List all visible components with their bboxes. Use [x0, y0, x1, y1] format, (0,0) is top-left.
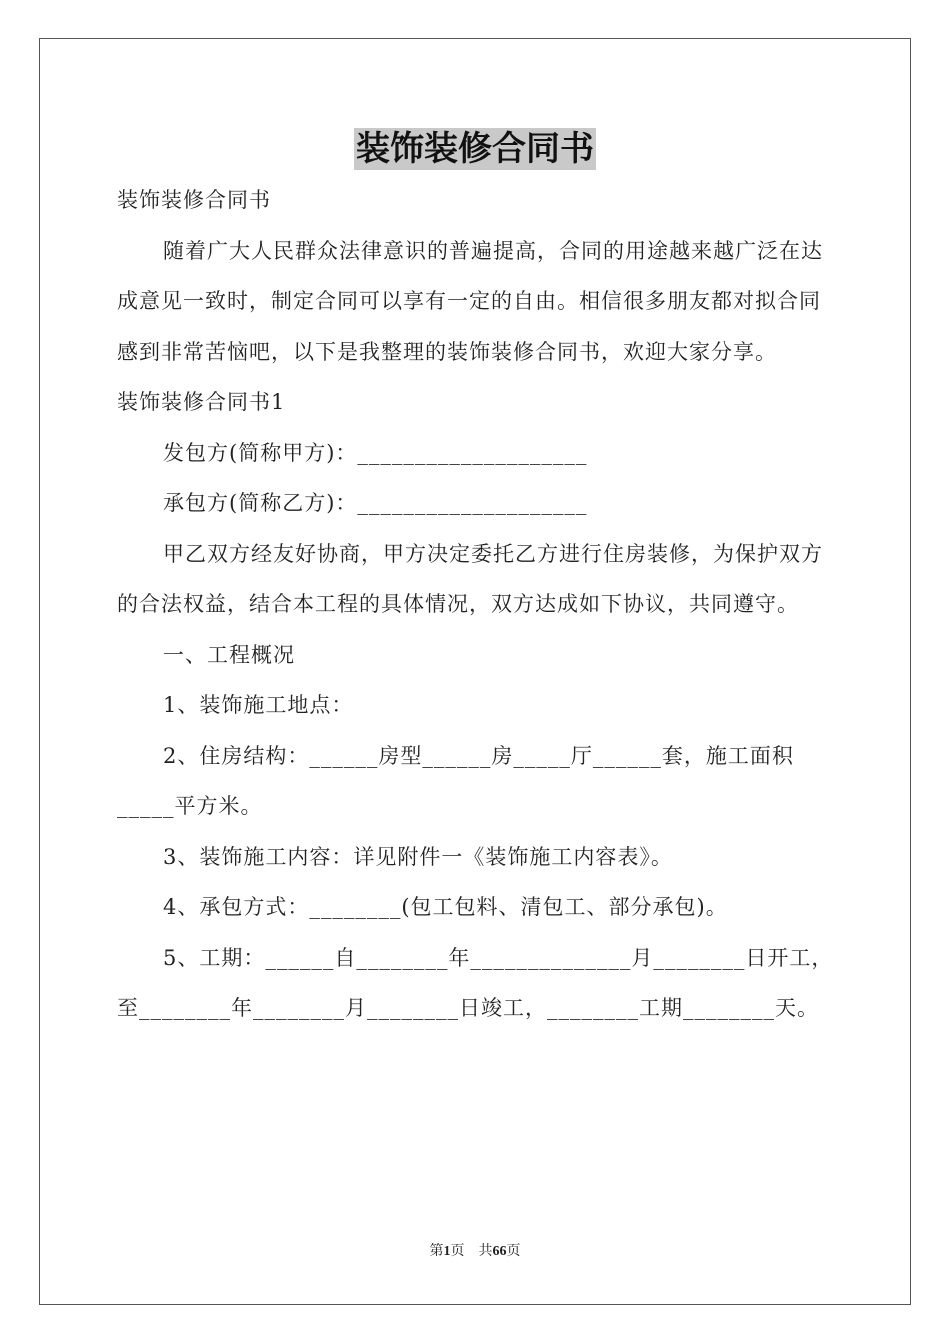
- footer-total-suffix: 页: [506, 1244, 521, 1259]
- document-body: [117, 175, 837, 1034]
- footer-total-pages: 66: [492, 1244, 507, 1259]
- intro-paragraph: 随着广大人民群众法律意识的普遍提高，合同的用途越来越广泛在达成意见一致时，制定合同可以享有一定的自由。相信很多朋友都对拟合同感到非常苦恼吧，以下是我整理的装饰装修合同书，欢迎大家分享。: [117, 238, 823, 364]
- clause-5: 5、工期：______自________年______________月________日开工，至________年________月________日竣工，________工期________天。: [117, 945, 834, 1020]
- footer-page-number: 1: [443, 1244, 451, 1259]
- clause-3: 3、装饰施工内容：详见附件一《装饰施工内容表》。: [163, 844, 673, 869]
- clause-4: 4、承包方式：________(包工包料、清包工、部分承包)。: [163, 895, 728, 919]
- clause-heading-overview: 一、工程概况: [163, 642, 295, 667]
- party-b-line: 承包方(简称乙方)：____________________: [163, 491, 588, 515]
- title-container: [0, 128, 950, 170]
- section-heading: 装饰装修合同书1: [117, 390, 286, 414]
- footer-page-suffix: 页 共: [450, 1244, 493, 1259]
- subtitle: 装饰装修合同书: [117, 188, 271, 212]
- clause-1: 1、装饰施工地点：: [163, 693, 354, 717]
- document-title: 装饰装修合同书: [356, 129, 594, 169]
- agreement-paragraph: 甲乙双方经友好协商，甲方决定委托乙方进行住房装修，为保护双方的合法权益，结合本工程的具体情况，双方达成如下协议，共同遵守。: [117, 541, 823, 616]
- page-footer: [0, 1240, 950, 1260]
- footer-page-prefix: 第: [429, 1244, 444, 1259]
- clause-2: 2、住房结构：______房型______房_____厅______套，施工面积_____平方米。: [117, 743, 794, 818]
- party-a-line: 发包方(简称甲方)：____________________: [163, 440, 588, 465]
